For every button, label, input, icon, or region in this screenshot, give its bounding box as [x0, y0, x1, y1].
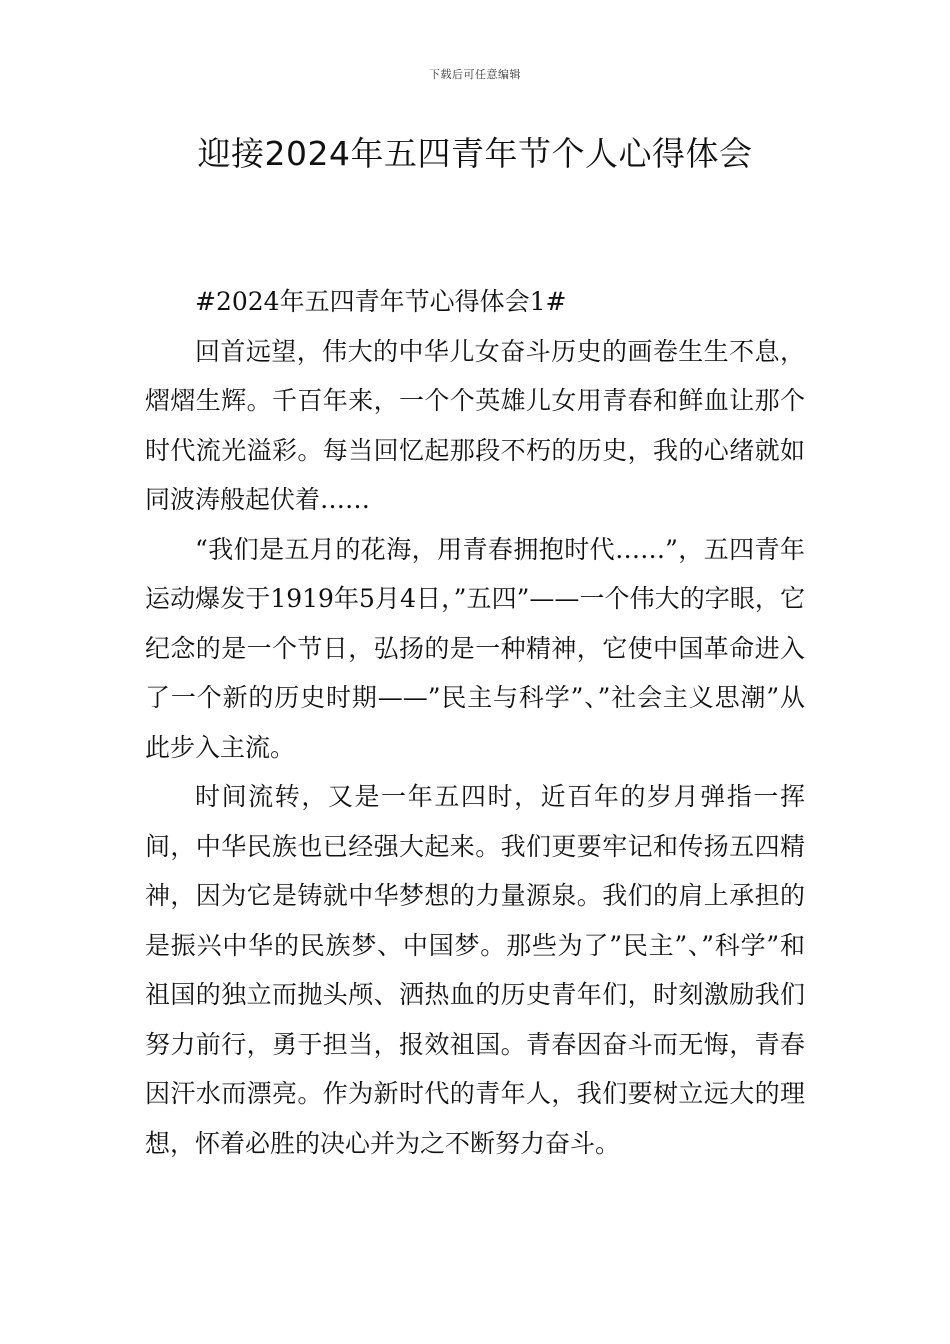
document-body: [145, 277, 805, 1168]
paragraph-1: 回首远望，伟大的中华儿女奋斗历史的画卷生生不息，熠熠生辉。千百年来，一个个英雄儿女用青春和鲜血让那个时代流光溢彩。每当回忆起那段不朽的历史，我的心绪就如同波涛般起伏着……: [145, 336, 805, 514]
document-title: 迎接2024年五四青年节个人心得体会: [197, 134, 753, 173]
header-note: 下载后可任意编辑: [429, 68, 521, 81]
section-heading: #2024年五四青年节心得体会1#: [195, 287, 567, 316]
paragraph-3: 时间流转，又是一年五四时，近百年的岁月弹指一挥间，中华民族也已经强大起来。我们更要牢记和传扬五四精神，因为它是铸就中华梦想的力量源泉。我们的肩上承担的是振兴中华的民族梦、中国梦。那些为了”民主”、”科学”和祖国的独立而抛头颅、洒热血的历史青年们，时刻激励我们努力前行，勇于担当，报效祖国。青春因奋斗而无悔，青春因汗水而漂亮。作为新时代的青年人，我们要树立远大的理想，怀着必胜的决心并为之不断努力奋斗。: [145, 782, 805, 1158]
paragraph-2: “我们是五月的花海，用青春拥抱时代……”，五四青年运动爆发于1919年5月4日，”五四”——一个伟大的字眼，它纪念的是一个节日，弘扬的是一种精神，它使中国革命进入了一个新的历史时期——”民主与科学”、”社会主义思潮”从此步入主流。: [145, 534, 805, 762]
